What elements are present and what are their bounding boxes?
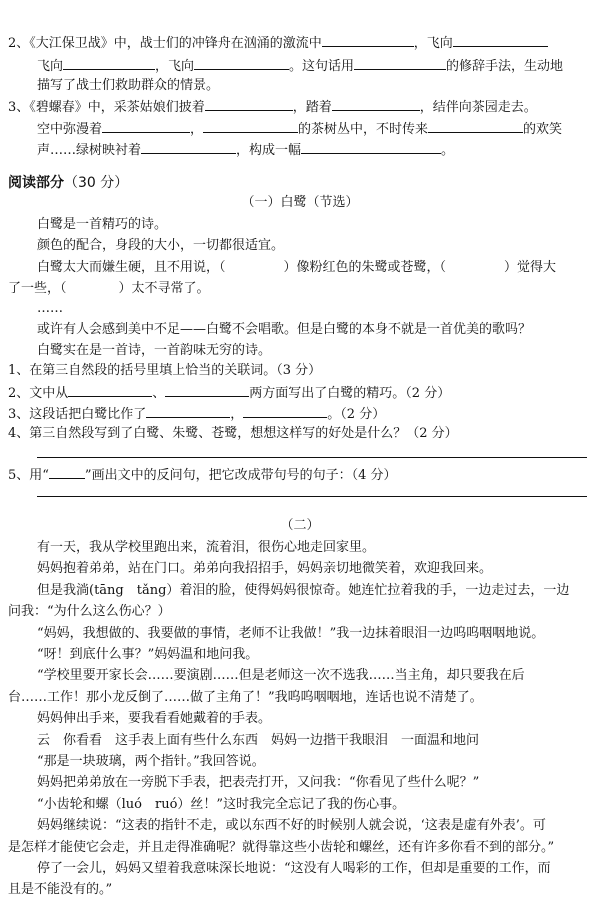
q2-line-2 (37, 57, 563, 75)
q3-text-4: 空中弥漫着 (37, 122, 103, 137)
passage2-line: 妈妈继续说：“这表的指针不走，或以东西不好的时候别人就会说，‘这表是虚有外表’。可 (37, 818, 546, 833)
passage2-line: 云 你看看 这手表上面有些什么东西 妈妈一边揩干我眼泪 一面温和地问 (37, 733, 480, 748)
answer-blank[interactable] (243, 405, 327, 418)
answer-line[interactable] (37, 457, 587, 458)
q3-text-1: 3、《碧螺春》中，采茶姑娘们披着 (8, 100, 205, 115)
passage2-line: “呀！到底什么事？”妈妈温和地问我。 (37, 647, 259, 662)
passage2-line: 有一天，我从学校里跑出来，流着泪，很伤心地走回家里。 (37, 540, 376, 555)
passage1-question-5 (8, 466, 396, 484)
passage1-ellipsis: …… (37, 301, 63, 316)
q3-text-7: 的欢笑 (523, 122, 563, 137)
answer-blank[interactable] (68, 384, 152, 397)
q3-text-8: 声……绿树映衬着 (37, 143, 142, 158)
pq5-text-1: 5、用“ (8, 468, 49, 483)
passage2-line: “妈妈，我想做的、我要做的事情，老师不让我做！”我一边抹着眼泪一边呜呜咽咽地说。 (37, 626, 545, 641)
passage1-question-1: 1、在第三自然段的括号里填上恰当的关联词。（3 分） (8, 363, 322, 378)
passage2-line: 是怎样才能使它会走，并且走得准确呢？就得靠这些小齿轮和螺丝，还有许多你看不到的部分。” (8, 840, 555, 855)
answer-line[interactable] (37, 496, 587, 497)
q3-text-5: ， (190, 122, 204, 137)
underline-sample (49, 466, 85, 479)
passage1-paragraph-2: 颜色的配合，身段的大小，一切都很适宜。 (37, 238, 285, 253)
q3-text-6: 的茶树丛中，不时传来 (298, 122, 429, 137)
q2-line-3: 描写了战士们救助群众的情景。 (37, 78, 220, 93)
p3-text-1: 白鹭太大而嫌生硬，且不用说，（ (37, 260, 226, 275)
passage2-line: 停了一会儿，妈妈又望着我意味深长地说：“这没有人喝彩的工作，但却是重要的工作，而 (37, 861, 551, 876)
pq2-text-1: 2、文中从 (8, 386, 69, 401)
passage1-question-3 (8, 405, 385, 423)
passage1-paragraph-1: 白鹭是一首精巧的诗。 (37, 217, 168, 232)
p3-text-5: ）太不寻常了。 (118, 281, 210, 296)
q2-text-5: 。这句话用 (289, 59, 355, 74)
pq3-text-3: 。（2 分） (327, 407, 386, 422)
p3-text-3: ）觉得大 (504, 260, 557, 275)
passage2-line: 妈妈把弟弟放在一旁脱下手表，把表壳打开，又问我：“你看见了些什么呢？” (37, 775, 480, 790)
passage2-line: 问我：“为什么这么伤心？） (8, 604, 171, 619)
answer-blank[interactable] (102, 120, 190, 133)
answer-blank[interactable] (301, 141, 441, 154)
passage2-line: 但是我淌(tāng tǎng）着泪的脸，使得妈妈很惊奇。她连忙拉着我的手，一边走过去，一边 (37, 583, 570, 598)
passage2-line: 且是不能没有的。” (8, 882, 113, 897)
q2-text-1: 2、《大江保卫战》中，战士们的冲锋舟在汹涌的激流中 (8, 36, 322, 51)
passage1-paragraph-3a (37, 260, 556, 276)
passage1-paragraph-3b (8, 281, 210, 297)
answer-blank[interactable] (354, 57, 446, 70)
passage1-title: （一）白鹭（节选） (241, 195, 359, 210)
passage2-line: “小齿轮和螺（luó ruó）丝！”这时我完全忘记了我的伤心事。 (37, 797, 406, 812)
answer-blank[interactable] (203, 120, 298, 133)
passage2-line: 台……工作！那小龙反倒了……做了主角了！”我呜呜咽咽地，连话也说不清楚了。 (8, 690, 483, 705)
answer-blank[interactable] (453, 34, 548, 47)
q2-text-3: 飞向 (37, 59, 64, 74)
passage1-question-2 (8, 384, 450, 402)
answer-blank[interactable] (428, 120, 523, 133)
passage2-line: 妈妈抱着弟弟，站在门口。弟弟向我招招手，妈妈亲切地微笑着，欢迎我回来。 (37, 561, 493, 576)
p3-text-4: 了一些，（ (8, 281, 67, 296)
reading-points: （30 分） (64, 175, 129, 191)
answer-blank[interactable] (332, 98, 420, 111)
passage2-line: “学校里要开家长会……要演剧……但是老师这一次不选我……当主角，却只要我在后 (37, 668, 525, 683)
passage2-line: “那是一块玻璃，两个指针。”我回答说。 (37, 754, 265, 769)
passage1-question-4: 4、第三自然段写到了白鹭、朱鹭、苍鹭，想想这样写的好处是什么？（2 分） (8, 426, 458, 441)
pq5-text-2: ”画出文中的反问句，把它改成带句号的句子：（4 分） (84, 468, 397, 483)
q3-text-9: ，构成一幅 (236, 143, 302, 158)
answer-blank[interactable] (194, 57, 289, 70)
passage1-paragraph-4: 或许有人会感到美中不足——白鹭不会唱歌。但是白鹭的本身不就是一首优美的歌吗？ (37, 322, 532, 337)
q3-text-10: 。 (441, 143, 455, 158)
q2-text-4: ，飞向 (155, 59, 195, 74)
passage2-line: 妈妈伸出手来，要我看看她戴着的手表。 (37, 711, 272, 726)
q2-text-6: 的修辞手法，生动地 (446, 59, 564, 74)
p3-text-2: ）像粉红色的朱鹭或苍鹭，（ (283, 260, 447, 275)
reading-title: 阅读部分 (8, 175, 64, 191)
q3-text-2: ，踏着 (292, 100, 332, 115)
pq2-text-3: 两方面写出了白鹭的精巧。（2 分） (249, 386, 451, 401)
q3-line-2 (37, 120, 562, 138)
answer-blank[interactable] (146, 405, 230, 418)
pq3-text-2: ， (230, 407, 244, 422)
q2-line-1 (8, 34, 548, 52)
q3-line-1 (8, 98, 537, 116)
answer-blank[interactable] (165, 384, 249, 397)
answer-blank[interactable] (205, 98, 293, 111)
q3-line-3 (37, 141, 454, 159)
answer-blank[interactable] (322, 34, 414, 47)
pq2-text-2: 、 (152, 386, 166, 401)
passage1-paragraph-5: 白鹭实在是一首诗，一首韵味无穷的诗。 (37, 343, 272, 358)
passage2-title: （二） (280, 518, 320, 533)
answer-blank[interactable] (141, 141, 236, 154)
q2-text-2: ，飞向 (413, 36, 453, 51)
q3-text-3: ，结伴向茶园走去。 (419, 100, 537, 115)
answer-blank[interactable] (63, 57, 155, 70)
reading-section-heading (8, 172, 128, 192)
pq3-text-1: 3、这段话把白鹭比作了 (8, 407, 147, 422)
